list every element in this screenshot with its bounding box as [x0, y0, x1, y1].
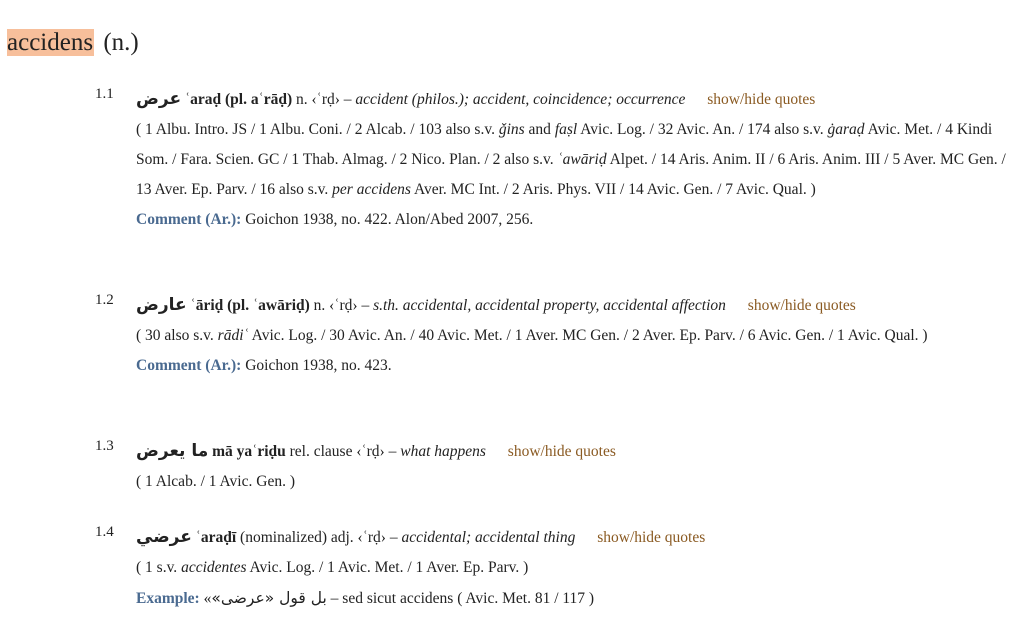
comment-label: Comment (Ar.):	[136, 357, 242, 374]
arabic-term: ما يعرض	[136, 441, 209, 461]
sources: ( 1 s.v. accidentes Avic. Log. / 1 Avic. Met. / 1 Aver. Ep. Parv. )	[136, 559, 529, 576]
entry-1-3	[95, 436, 1014, 497]
example-label: Example:	[136, 590, 200, 607]
example: Example: «بل قول «عرضى» – sed sicut accidens ( Avic. Met. 81 / 117 )	[136, 589, 595, 607]
sources: ( 1 Alcab. / 1 Avic. Gen. )	[136, 473, 295, 490]
example-arabic: بل قول «عرضى»	[211, 589, 327, 607]
meaning: s.th. accidental, accidental property, accidental affection	[373, 297, 726, 314]
sources: ( 1 Albu. Intro. JS / 1 Albu. Coni. / 2 Alcab. / 103 also s.v. ǧins and faṣl Avic. Log. / 32 Avic. An. / 174 also s.v. ġaraḍ Avic. Met. / 4 Kindi Som. / Fara. Scien. GC / 1 Thab. Almag. / 2 Nico. Plan. / 2 also s.v. ʿawāriḍ Alpet. / 14 Aris. Anim. II / 6 Aris. Anim. III / 5 Aver. MC Gen. / 13 Aver. Ep. Parv. / 16 also s.v. per accidens Aver. MC Int. / 2 Aris. Phys. VII / 14 Avic. Gen. / 7 Avic. Qual. )	[136, 121, 1006, 198]
entry-number: 1.2	[95, 292, 114, 308]
entry-number: 1.3	[95, 438, 114, 454]
transliteration: ʿaraḍī	[195, 529, 237, 546]
transliteration: ʿaraḍ (pl. aʿrāḍ)	[184, 91, 293, 108]
transliteration: mā yaʿriḍu	[212, 443, 286, 460]
entry-1-4	[95, 522, 1014, 614]
comment: Comment (Ar.): Goichon 1938, no. 422. Alon/Abed 2007, 256.	[136, 211, 534, 228]
arabic-term: عرض	[136, 89, 182, 109]
entry-1-2	[95, 290, 1014, 381]
meaning: accident (philos.); accident, coincidence; occurrence	[355, 91, 686, 108]
comment-label: Comment (Ar.):	[136, 211, 242, 228]
entry-1-1	[95, 84, 1014, 235]
arabic-term: عارض	[136, 295, 187, 315]
grammar: n. ‹ʿrḍ› –	[296, 91, 352, 108]
headword	[7, 26, 139, 60]
transliteration: ʿāriḍ (pl. ʿawāriḍ)	[190, 297, 310, 314]
entry-number: 1.4	[95, 524, 114, 540]
show-hide-quotes-link[interactable]: show/hide quotes	[707, 91, 816, 108]
entry-number: 1.1	[95, 86, 114, 102]
show-hide-quotes-link[interactable]: show/hide quotes	[747, 297, 856, 314]
arabic-term: عرضي	[136, 527, 192, 547]
meaning: accidental; accidental thing	[401, 529, 576, 546]
show-hide-quotes-link[interactable]: show/hide quotes	[597, 529, 706, 546]
comment: Comment (Ar.): Goichon 1938, no. 423.	[136, 357, 392, 374]
meaning: what happens	[400, 443, 486, 460]
grammar: n. ‹ʿrḍ› –	[313, 297, 370, 314]
show-hide-quotes-link[interactable]: show/hide quotes	[507, 443, 616, 460]
grammar: (nominalized) adj. ‹ʿrḍ› –	[240, 529, 398, 546]
headword-term: accidens	[7, 29, 94, 56]
headword-pos: (n.)	[103, 29, 139, 56]
grammar: rel. clause ‹ʿrḍ› –	[289, 443, 397, 460]
sources: ( 30 also s.v. rādiʿ Avic. Log. / 30 Avic. An. / 40 Avic. Met. / 1 Aver. MC Gen. / 2 Aver. Ep. Parv. / 6 Avic. Gen. / 1 Avic. Qual. )	[136, 327, 928, 344]
